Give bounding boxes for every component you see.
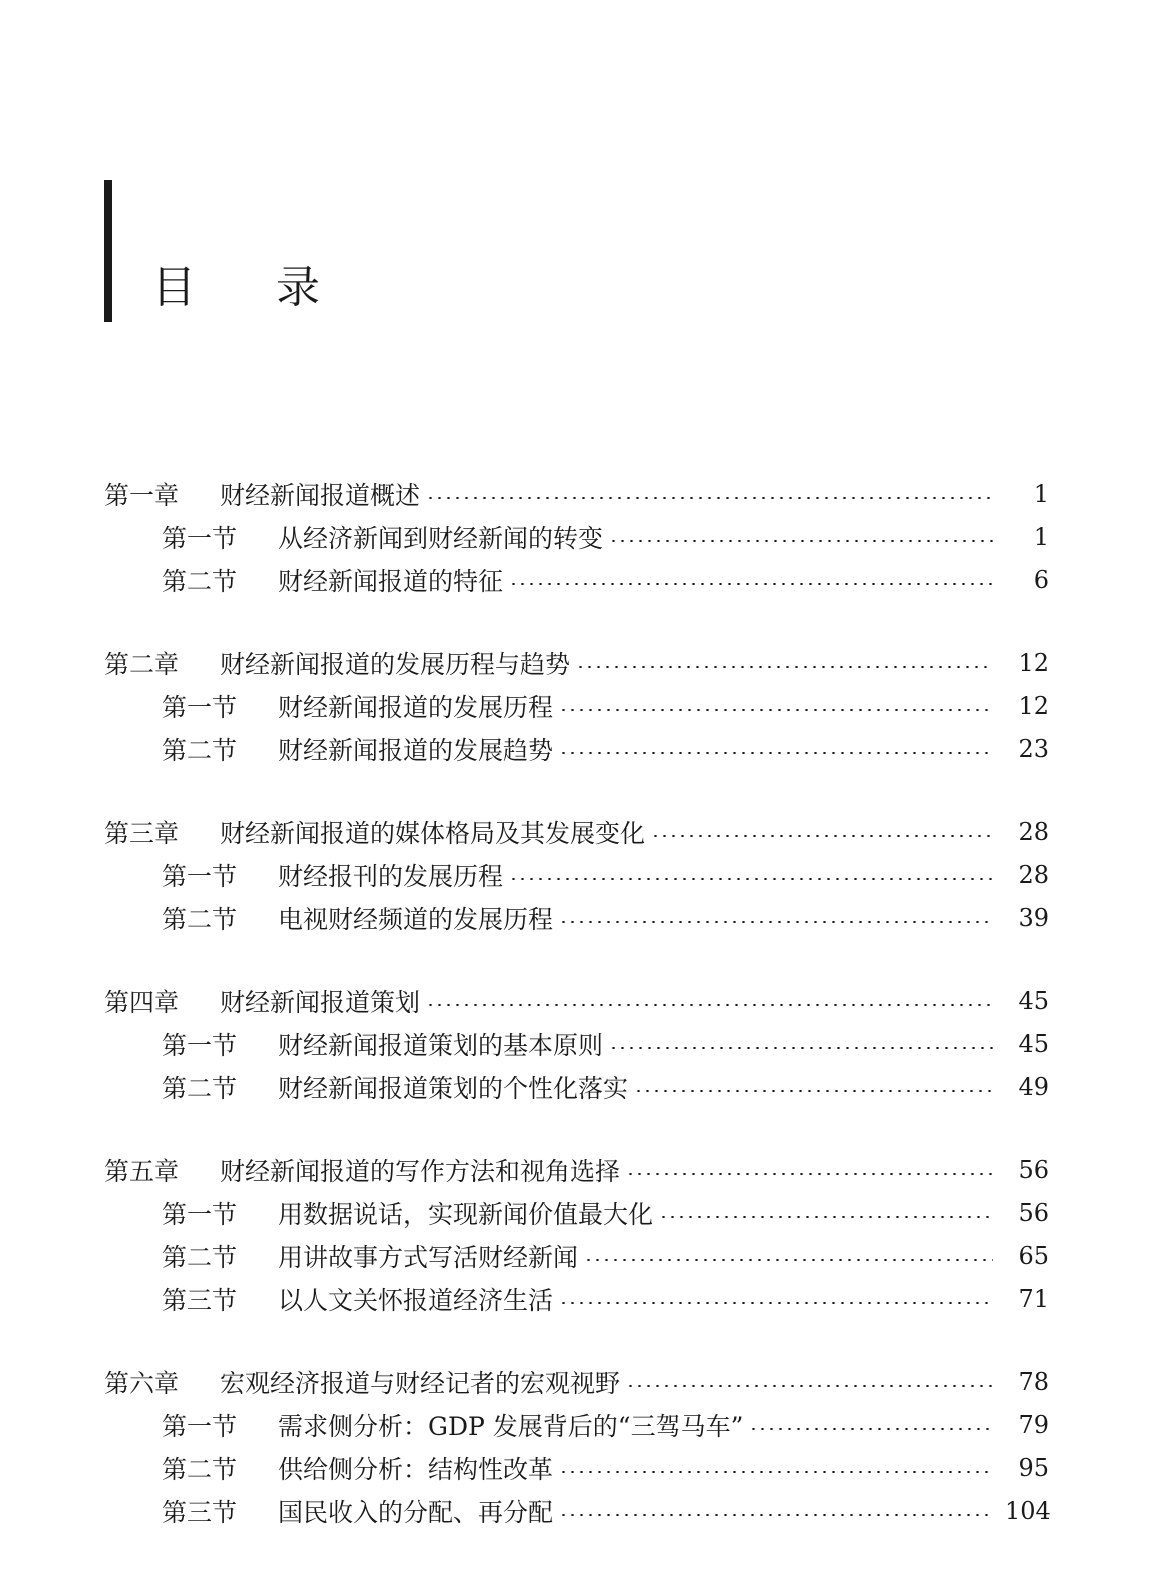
toc-section-number: 第二节 bbox=[162, 1454, 238, 1484]
dot-leader bbox=[659, 1216, 993, 1218]
toc-section-number: 第一节 bbox=[162, 861, 238, 891]
toc-section[interactable] bbox=[0, 558, 1173, 601]
toc-section-number: 第二节 bbox=[162, 904, 238, 934]
toc-section-label bbox=[162, 1493, 553, 1529]
toc-section-label bbox=[162, 1195, 653, 1231]
toc-section[interactable] bbox=[0, 1191, 1173, 1234]
toc-chapter[interactable] bbox=[0, 641, 1173, 684]
dot-leader bbox=[559, 921, 993, 923]
toc-section-title: 财经新闻报道策划的基本原则 bbox=[278, 1030, 604, 1060]
toc-section[interactable] bbox=[0, 1403, 1173, 1446]
toc-chapter-block bbox=[0, 1148, 1173, 1320]
toc-section-label bbox=[162, 857, 503, 893]
toc-chapter[interactable] bbox=[0, 1360, 1173, 1403]
dot-leader bbox=[559, 709, 993, 711]
title-char-2: 录 bbox=[276, 262, 320, 313]
toc-section[interactable] bbox=[0, 1446, 1173, 1489]
toc-chapter-page-number: 78 bbox=[1018, 1367, 1049, 1396]
toc-chapter-number: 第二章 bbox=[104, 649, 180, 679]
toc-section-label bbox=[162, 562, 503, 598]
toc-section-title: 以人文关怀报道经济生活 bbox=[278, 1285, 554, 1315]
toc-section-page-number: 104 bbox=[1005, 1496, 1051, 1525]
toc-section-number: 第一节 bbox=[162, 523, 238, 553]
toc-section-number: 第一节 bbox=[162, 1030, 238, 1060]
toc-chapter-page-number: 45 bbox=[1018, 986, 1049, 1015]
toc-section-page-number: 65 bbox=[1018, 1241, 1049, 1270]
title-accent-bar bbox=[104, 180, 112, 322]
title-char-1: 目 bbox=[152, 262, 196, 313]
dot-leader bbox=[509, 583, 993, 585]
toc-chapter-title: 财经新闻报道的发展历程与趋势 bbox=[220, 649, 571, 679]
toc-section-label bbox=[162, 1069, 628, 1105]
toc-section-title: 财经报刊的发展历程 bbox=[278, 861, 504, 891]
dot-leader bbox=[609, 1047, 993, 1049]
toc-section-label bbox=[162, 900, 553, 936]
toc-section-title: 需求侧分析：GDP 发展背后的“三驾马车” bbox=[278, 1411, 744, 1441]
toc-section[interactable] bbox=[0, 1234, 1173, 1277]
toc-section[interactable] bbox=[0, 684, 1173, 727]
toc-chapter[interactable] bbox=[0, 810, 1173, 853]
toc-chapter-title: 财经新闻报道概述 bbox=[220, 480, 421, 510]
toc-section-title: 财经新闻报道的特征 bbox=[278, 566, 504, 596]
toc-section-title: 用数据说话，实现新闻价值最大化 bbox=[278, 1199, 654, 1229]
toc-section-number: 第二节 bbox=[162, 1073, 238, 1103]
toc-chapter-title: 宏观经济报道与财经记者的宏观视野 bbox=[220, 1368, 621, 1398]
toc-chapter-page-number: 28 bbox=[1018, 817, 1049, 846]
toc-section-label bbox=[162, 1281, 553, 1317]
toc-section[interactable] bbox=[0, 1277, 1173, 1320]
toc-chapter-label bbox=[104, 983, 420, 1019]
toc-chapter-number: 第六章 bbox=[104, 1368, 180, 1398]
toc-chapter-label bbox=[104, 645, 570, 681]
toc-section[interactable] bbox=[0, 727, 1173, 770]
toc-section-page-number: 1 bbox=[1033, 522, 1049, 551]
dot-leader bbox=[559, 1471, 993, 1473]
toc-chapter-number: 第一章 bbox=[104, 480, 180, 510]
toc-chapter-page-number: 1 bbox=[1033, 479, 1049, 508]
toc-section-label bbox=[162, 731, 553, 767]
dot-leader bbox=[509, 878, 993, 880]
toc-section-page-number: 79 bbox=[1018, 1410, 1049, 1439]
toc-chapter-block bbox=[0, 641, 1173, 770]
dot-leader bbox=[559, 752, 993, 754]
toc-section-page-number: 49 bbox=[1018, 1072, 1049, 1101]
toc-chapter-block bbox=[0, 1360, 1173, 1532]
toc-chapter-label bbox=[104, 476, 420, 512]
toc-section-label bbox=[162, 688, 553, 724]
toc-section[interactable] bbox=[0, 1065, 1173, 1108]
dot-leader bbox=[626, 1385, 993, 1387]
toc-section-title: 财经新闻报道的发展历程 bbox=[278, 692, 554, 722]
toc-chapter-page-number: 56 bbox=[1018, 1155, 1049, 1184]
dot-leader bbox=[426, 1004, 993, 1006]
toc-section-title: 国民收入的分配、再分配 bbox=[278, 1497, 554, 1527]
dot-leader bbox=[559, 1514, 993, 1516]
toc-section-title: 财经新闻报道策划的个性化落实 bbox=[278, 1073, 629, 1103]
toc-section-label bbox=[162, 1450, 553, 1486]
toc-section-page-number: 12 bbox=[1018, 691, 1049, 720]
toc-chapter-block bbox=[0, 810, 1173, 939]
toc-chapter-page-number: 12 bbox=[1018, 648, 1049, 677]
table-of-contents bbox=[0, 472, 1173, 1572]
toc-chapter[interactable] bbox=[0, 472, 1173, 515]
toc-section-title: 财经新闻报道的发展趋势 bbox=[278, 735, 554, 765]
dot-leader bbox=[609, 540, 993, 542]
toc-section-title: 电视财经频道的发展历程 bbox=[278, 904, 554, 934]
toc-section[interactable] bbox=[0, 1022, 1173, 1065]
toc-section-label bbox=[162, 519, 603, 555]
toc-chapter[interactable] bbox=[0, 1148, 1173, 1191]
toc-chapter-label bbox=[104, 1152, 620, 1188]
dot-leader bbox=[634, 1090, 993, 1092]
toc-section-number: 第二节 bbox=[162, 566, 238, 596]
toc-section-number: 第二节 bbox=[162, 735, 238, 765]
toc-section-number: 第三节 bbox=[162, 1285, 238, 1315]
toc-chapter-title: 财经新闻报道策划 bbox=[220, 987, 421, 1017]
toc-section-number: 第一节 bbox=[162, 1411, 238, 1441]
dot-leader bbox=[426, 497, 993, 499]
dot-leader bbox=[651, 835, 993, 837]
toc-chapter-label bbox=[104, 1364, 620, 1400]
toc-section-number: 第一节 bbox=[162, 1199, 238, 1229]
toc-section-page-number: 56 bbox=[1018, 1198, 1049, 1227]
toc-section-page-number: 23 bbox=[1018, 734, 1049, 763]
toc-section-label bbox=[162, 1238, 578, 1274]
dot-leader bbox=[559, 1302, 993, 1304]
toc-section-label bbox=[162, 1407, 743, 1443]
toc-section-page-number: 45 bbox=[1018, 1029, 1049, 1058]
toc-section-page-number: 6 bbox=[1033, 565, 1049, 594]
toc-section[interactable] bbox=[0, 896, 1173, 939]
toc-chapter[interactable] bbox=[0, 979, 1173, 1022]
toc-section-title: 供给侧分析：结构性改革 bbox=[278, 1454, 554, 1484]
dot-leader bbox=[749, 1428, 993, 1430]
dot-leader bbox=[576, 666, 993, 668]
toc-section-title: 从经济新闻到财经新闻的转变 bbox=[278, 523, 604, 553]
toc-section-label bbox=[162, 1026, 603, 1062]
dot-leader bbox=[626, 1173, 993, 1175]
toc-chapter-number: 第三章 bbox=[104, 818, 180, 848]
toc-chapter-block bbox=[0, 472, 1173, 601]
toc-chapter-number: 第五章 bbox=[104, 1156, 180, 1186]
toc-section-page-number: 39 bbox=[1018, 903, 1049, 932]
toc-chapter-block bbox=[0, 979, 1173, 1108]
toc-chapter-title: 财经新闻报道的写作方法和视角选择 bbox=[220, 1156, 621, 1186]
toc-section-page-number: 28 bbox=[1018, 860, 1049, 889]
toc-section[interactable] bbox=[0, 1489, 1173, 1532]
toc-section-number: 第二节 bbox=[162, 1242, 238, 1272]
toc-chapter-label bbox=[104, 814, 645, 850]
toc-section[interactable] bbox=[0, 853, 1173, 896]
toc-section[interactable] bbox=[0, 515, 1173, 558]
page-title bbox=[152, 258, 320, 318]
dot-leader bbox=[584, 1259, 993, 1261]
toc-section-page-number: 95 bbox=[1018, 1453, 1049, 1482]
toc-section-number: 第一节 bbox=[162, 692, 238, 722]
toc-section-number: 第三节 bbox=[162, 1497, 238, 1527]
toc-chapter-number: 第四章 bbox=[104, 987, 180, 1017]
toc-chapter-title: 财经新闻报道的媒体格局及其发展变化 bbox=[220, 818, 646, 848]
toc-section-page-number: 71 bbox=[1018, 1284, 1049, 1313]
toc-section-title: 用讲故事方式写活财经新闻 bbox=[278, 1242, 579, 1272]
